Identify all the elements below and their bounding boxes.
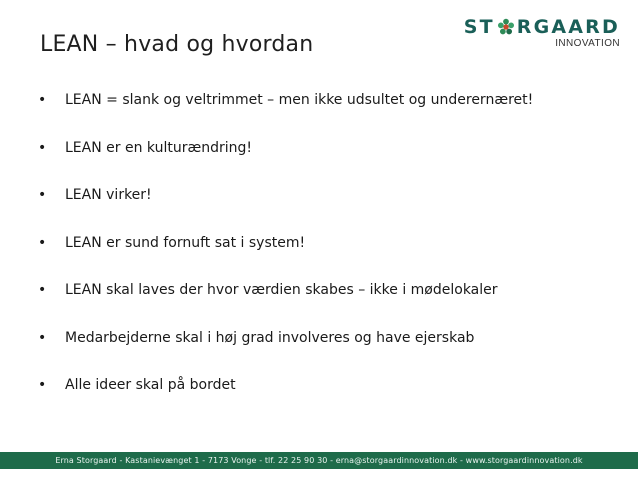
bullet-text: LEAN = slank og veltrimmet – men ikke udsultet og underernæret!	[65, 92, 534, 108]
logo-wordmark	[464, 16, 620, 38]
bullet-marker: •	[38, 377, 47, 393]
logo-subtitle: INNOVATION	[555, 38, 620, 49]
bullet-text: Alle ideer skal på bordet	[65, 377, 236, 393]
slide-title: LEAN – hvad og hvordan	[40, 32, 314, 57]
bullet-text: Medarbejderne skal i høj grad involveres og have ejerskab	[65, 329, 475, 346]
bullet-marker: •	[38, 282, 47, 298]
bullet-marker: •	[38, 92, 47, 108]
flower-icon	[497, 18, 515, 36]
logo-word-left: ST	[463, 16, 495, 38]
bullet-text: LEAN er en kulturændring!	[65, 139, 252, 156]
bullet-marker: •	[38, 234, 47, 251]
footer-contact-bar: Erna Storgaard - Kastanievænget 1 - 7173 Vonge - tlf. 22 25 90 30 - erna@storgaardinnovation.dk - www.storgaardinnovation.dk	[0, 452, 638, 469]
storgaard-innovation-logo	[463, 16, 620, 52]
bullet-text: LEAN virker!	[65, 187, 152, 203]
logo-word-right: RGAARD	[516, 16, 620, 38]
bullet-marker: •	[38, 187, 47, 203]
bullet-text: LEAN skal laves der hvor værdien skabes – ikke i mødelokaler	[65, 282, 498, 298]
bullet-marker: •	[38, 329, 47, 346]
bullet-text: LEAN er sund fornuft sat i system!	[65, 234, 306, 251]
bullet-marker: •	[38, 139, 47, 156]
